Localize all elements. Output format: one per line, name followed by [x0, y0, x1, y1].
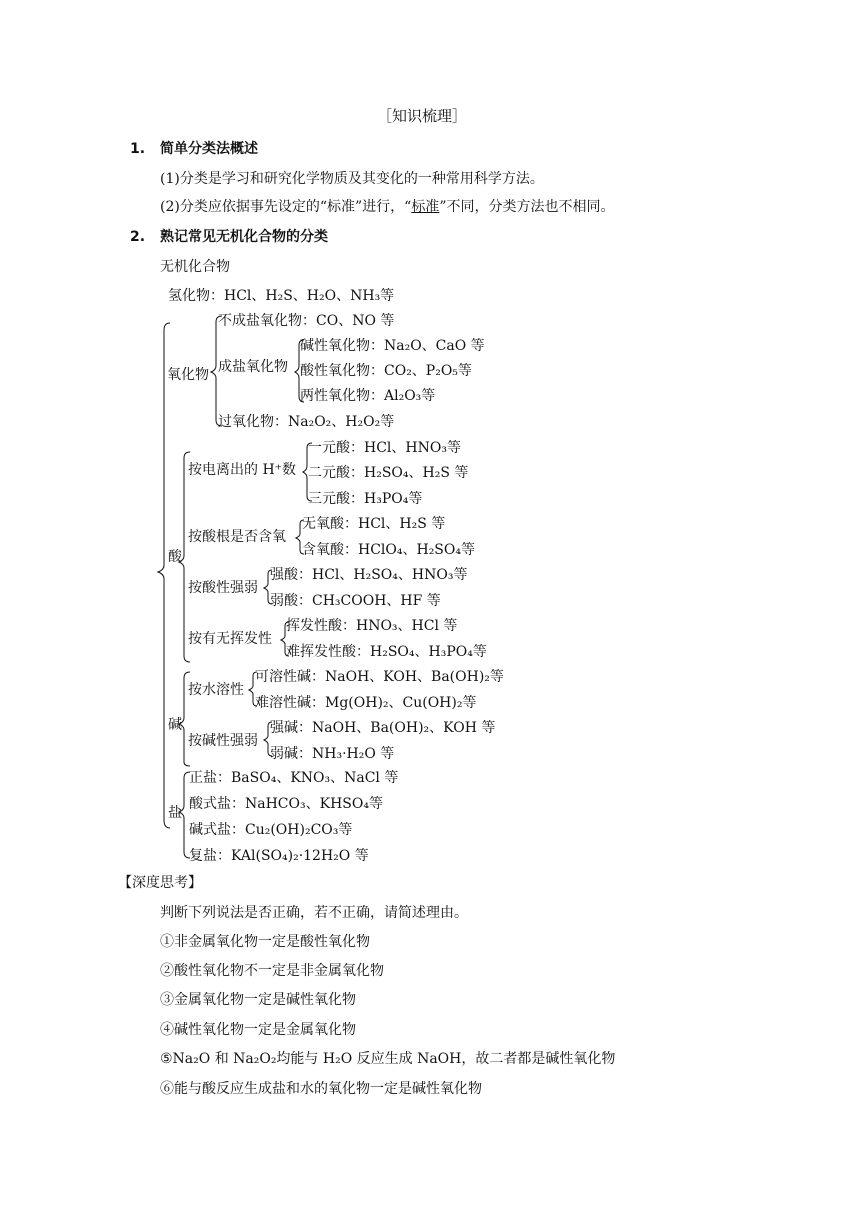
basic-oxide-item: 碱性氧化物：Na₂O、CaO 等 [300, 338, 485, 354]
statement-4: ④碱性氧化物一定是金属氧化物 [160, 1022, 356, 1038]
section-1-heading: 简单分类法概述 [160, 141, 258, 157]
peroxide-item: 过氧化物：Na₂O₂、H₂O₂等 [218, 414, 395, 430]
base-label: 碱 [168, 717, 182, 733]
statement-2: ②酸性氧化物不一定是非金属氧化物 [160, 963, 384, 979]
amphoteric-oxide-item: 两性氧化物：Al₂O₃等 [300, 388, 436, 404]
non-salt-oxide-item: 不成盐氧化物：CO、NO 等 [218, 313, 395, 329]
salt-forming-oxide-label: 成盐氧化物 [218, 359, 288, 375]
basic-salt-item: 碱式盐：Cu₂(OH)₂CO₃等 [189, 822, 353, 838]
volatile-acid-item: 挥发性酸：HNO₃、HCl 等 [286, 618, 458, 634]
deep-thinking-intro: 判断下列说法是否正确，若不正确，请简述理由。 [160, 905, 468, 921]
weak-acid-item: 弱酸：CH₃COOH、HF 等 [270, 593, 441, 609]
nonvolatile-acid-item: 难挥发性酸：H₂SO₄、H₃PO₄等 [286, 644, 487, 660]
acid-by-volatility-label: 按有无挥发性 [188, 631, 272, 647]
hydride-item: 氢化物：HCl、H₂S、H₂O、NH₃等 [168, 288, 395, 304]
statement-5: ⑤Na₂O 和 Na₂O₂均能与 H₂O 反应生成 NaOH，故二者都是碱性氧化物 [160, 1051, 616, 1067]
double-salt-item: 复盐：KAl(SO₄)₂·12H₂O 等 [189, 848, 369, 864]
weak-base-item: 弱碱：NH₃·H₂O 等 [270, 746, 395, 762]
section-1-number: 1. [130, 141, 146, 157]
anoxic-acid-item: 无氧酸：HCl、H₂S 等 [302, 516, 446, 532]
underlined-standard: 标准 [411, 199, 440, 215]
section-1-point-2: (2)分类应依据事先设定的“标准”进行，“标准”不同，分类方法也不相同。 [160, 199, 615, 215]
dibasic-acid-item: 二元酸：H₂SO₄、H₂S 等 [308, 465, 469, 481]
base-by-strength-label: 按碱性强弱 [188, 733, 258, 749]
section-1-point-1: (1)分类是学习和研究化学物质及其变化的一种常用科学方法。 [160, 171, 544, 187]
monobasic-acid-item: 一元酸：HCl、HNO₃等 [308, 440, 461, 456]
oxide-label: 氧化物 [167, 367, 209, 383]
salt-label: 盐 [168, 805, 182, 821]
deep-thinking-heading: 【深度思考】 [118, 875, 202, 891]
statement-6: ⑥能与酸反应生成盐和水的氧化物一定是碱性氧化物 [160, 1081, 482, 1097]
base-by-solubility-label: 按水溶性 [188, 682, 244, 698]
acid-salt-item: 酸式盐：NaHCO₃、KHSO₄等 [189, 796, 383, 812]
oxyacid-item: 含氧酸：HClO₄、H₂SO₄等 [302, 542, 475, 558]
section-title: ［知识梳理］ [377, 107, 468, 125]
soluble-base-item: 可溶性碱：NaOH、KOH、Ba(OH)₂等 [255, 669, 504, 685]
acid-by-oxygen-label: 按酸根是否含氧 [188, 529, 286, 545]
normal-salt-item: 正盐：BaSO₄、KNO₃、NaCl 等 [189, 770, 399, 786]
statement-1: ①非金属氧化物一定是酸性氧化物 [160, 934, 370, 950]
strong-base-item: 强碱：NaOH、Ba(OH)₂、KOH 等 [270, 720, 496, 736]
bracket-root [158, 323, 170, 828]
acid-by-strength-label: 按酸性强弱 [188, 580, 258, 596]
statement-3: ③金属氧化物一定是碱性氧化物 [160, 992, 356, 1008]
strong-acid-item: 强酸：HCl、H₂SO₄、HNO₃等 [270, 567, 468, 583]
acid-label: 酸 [168, 549, 182, 565]
acid-by-h-count-label: 按电离出的 H⁺数 [188, 462, 297, 478]
section-2-heading: 熟记常见无机化合物的分类 [160, 229, 328, 245]
section-2-number: 2. [130, 229, 146, 245]
tree-root-label: 无机化合物 [160, 259, 230, 275]
acidic-oxide-item: 酸性氧化物：CO₂、P₂O₅等 [300, 363, 472, 379]
tribasic-acid-item: 三元酸：H₃PO₄等 [308, 491, 423, 507]
insoluble-base-item: 难溶性碱：Mg(OH)₂、Cu(OH)₂等 [255, 695, 477, 711]
